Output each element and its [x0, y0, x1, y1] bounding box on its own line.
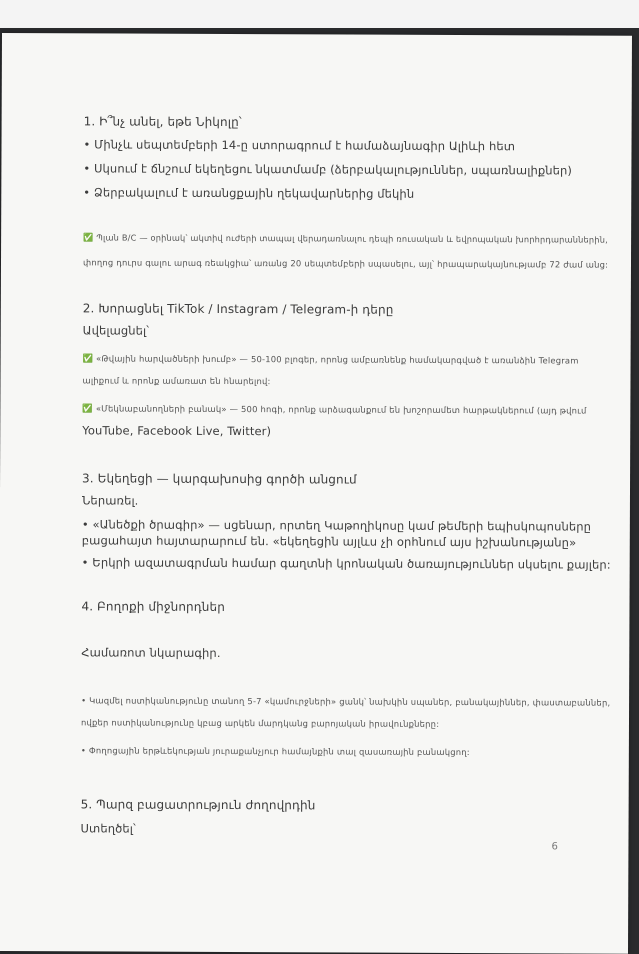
- section-1-heading: 1. Ի՞նչ անել, եթե Նիկոլը՝: [83, 114, 242, 130]
- section-2-item-1-line-1: ✅ «Թվային հարվածների խումբ» — 50-100 բլոգեր, որոնց ամբառնենք համակարգված է առանձին Telegram: [82, 353, 579, 366]
- section-4-bullet-1-line-2: ովքեր ոստիկանությունը կբաց արկեն մարդկանց բարոյական իրավունքները:: [80, 717, 440, 729]
- section-1-bullet-1: • Մինչև սեպտեմբերի 14-ը ստորագրում է համաձայնագիր Ալիևի հետ: [83, 137, 516, 154]
- section-2-heading: 2. Խորացնել TikTok / Instagram / Telegram-ի դերը: [82, 301, 394, 317]
- section-4-bullet-1-line-1: • Կազմել ոստիկանությունը տանող 5-7 «կամուրջների» ցանկ՝ նախկին սպաներ, բանակայիններ, փաստաբաններ,: [81, 695, 611, 708]
- section-1-bullet-3: • Ձերբակալում է առանցքային ղեկավարներից մեկին: [83, 185, 415, 201]
- section-2-item-1-line-2: ալիքում և որոնք ամառատ են հնարելով:: [82, 375, 271, 387]
- section-3-heading: 3. Եկեղեցի — կարգախոսից գործի անցում: [82, 471, 357, 487]
- section-4-subheading: Համառոտ նկարագիր.: [81, 645, 221, 660]
- section-1-bullet-2: • Սկսում է ճնշում եկեղեցու նկատմամբ (ձերբակալություններ, սպառնալիքներ): [83, 161, 573, 178]
- section-2-subheading: Ավելացնել՝: [82, 323, 150, 338]
- section-4-heading: 4. Բողոքի միջնորդներ: [81, 599, 225, 614]
- section-1-plan-line-2: փողոց դուրս գալու արագ ռեակցիա՝ առանց 20 սեպտեմբերի սպասելու, այլ՝ հրապարակայնությամբ 72 ժամ անց:: [82, 257, 609, 270]
- section-5-heading: 5. Պարզ բացատրություն ժողովրդին: [80, 797, 316, 813]
- section-1-plan-line-1: ✅ Պլան B/C — օրինակ՝ ակտիվ ուժերի տապալ վերադառնալու դեպի ռուսական և եվրոպական խորհրդարաններին,: [83, 232, 608, 245]
- section-3-subheading: Ներառել.: [81, 493, 139, 508]
- section-2-item-2-line-2: YouTube, Facebook Live, Twitter): [82, 423, 272, 439]
- section-5-subheading: Ստեղծել՝: [80, 821, 136, 836]
- section-3-bullet-1-line-1: • «Անեծքի ծրագիր» — սցենար, որտեղ Կաթողիկոսը կամ թեմերի եպիսկոպոսները: [81, 517, 592, 534]
- page-number: 6: [551, 841, 558, 853]
- scanner-top-band: [0, 0, 639, 28]
- section-4-bullet-2: • Փողոցային երթևեկության յուրաքանչյուր համայնքին տալ զասառային բանակցող:: [80, 745, 470, 758]
- section-2-item-2-line-1: ✅ «Մեկնաբանողների բանակ» — 500 հոգի, որոնք արձագանքում են խոշորամետ հարթակներում (այդ թվում: [82, 403, 587, 416]
- section-3-bullet-2: • Երկրի ազատագրման համար գաղտնի կրոնական ծառայություններ սկսելու քայլեր:: [81, 555, 611, 572]
- document-page: [0, 33, 632, 954]
- section-3-bullet-1-line-2: բացահայտ հայտարարում են. «եկեղեցին այլևս չի օրհնում այս իշխանությանը»: [81, 533, 577, 550]
